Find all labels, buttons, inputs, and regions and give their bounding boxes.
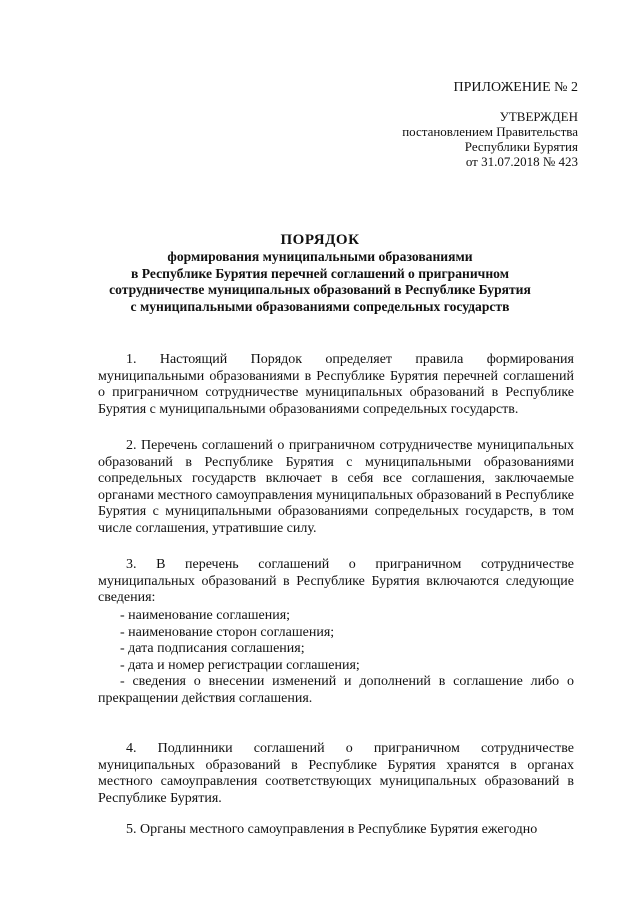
paragraph-2-text: 2. Перечень соглашений о приграничном сотрудничестве муниципальных образований в Республике Бурятия с муниципальными образованиями сопредельных государств включает в себя все соглашения, заключаемые органами местного самоуправления муниципальных образований в Республике Бурятия с муниципальными образованиями сопредельных государств, в том числе соглашения, утратившие силу. [98, 438, 574, 536]
paragraph-1-text: 1. Настоящий Порядок определяет правила формирования муниципальными образованиями в Республике Бурятия перечней соглашений о приграничном сотрудничестве муниципальных образований в Республике Бурятия с муниципальными образованиями сопредельных государств. [98, 352, 574, 417]
approval-date-number: от 31.07.2018 № 423 [465, 154, 578, 169]
paragraph-1 [98, 352, 574, 418]
list-item: - дата подписания соглашения; [120, 641, 305, 657]
title-line-2: в Республике Бурятия перечней соглашений о приграничном [131, 265, 509, 281]
title-line-4: с муниципальными образованиями сопредельных государств [130, 298, 510, 314]
paragraph-5-text: 5. Органы местного самоуправления в Республике Бурятия ежегодно [126, 822, 538, 837]
approval-republic: Республики Бурятия [464, 139, 578, 154]
document-title [60, 231, 580, 315]
paragraph-5 [98, 822, 574, 839]
paragraph-3-text: 3. В перечень соглашений о приграничном сотрудничестве муниципальных образований в Республике Бурятия включаются следующие сведения: [98, 557, 574, 606]
title-main: ПОРЯДОК [280, 232, 360, 248]
list-item: - дата и номер регистрации соглашения; [120, 657, 360, 673]
list-item: - наименование соглашения; [120, 608, 291, 623]
paragraph-3-list [98, 608, 574, 708]
paragraph-2 [98, 438, 574, 538]
approval-resolution: постановлением Правительства [402, 124, 578, 139]
paragraph-3 [98, 557, 574, 607]
list-item: - наименование сторон соглашения; [120, 624, 335, 640]
list-item: - сведения о внесении изменений и дополнений в соглашение либо о прекращении действия соглашения. [98, 674, 574, 706]
paragraph-4-text: 4. Подлинники соглашений о приграничном сотрудничестве муниципальных образований в Республике Бурятия хранятся в органах местного самоуправления соответствующих муниципальных образований в Республике Бурятия. [98, 741, 574, 806]
title-line-3: сотрудничестве муниципальных образований в Республике Бурятия [109, 282, 531, 297]
approved-label: УТВЕРЖДЕН [499, 109, 578, 124]
paragraph-4 [98, 741, 574, 807]
title-line-1: формирования муниципальными образованиями [167, 249, 473, 264]
appendix-label: ПРИЛОЖЕНИЕ № 2 [453, 80, 578, 95]
